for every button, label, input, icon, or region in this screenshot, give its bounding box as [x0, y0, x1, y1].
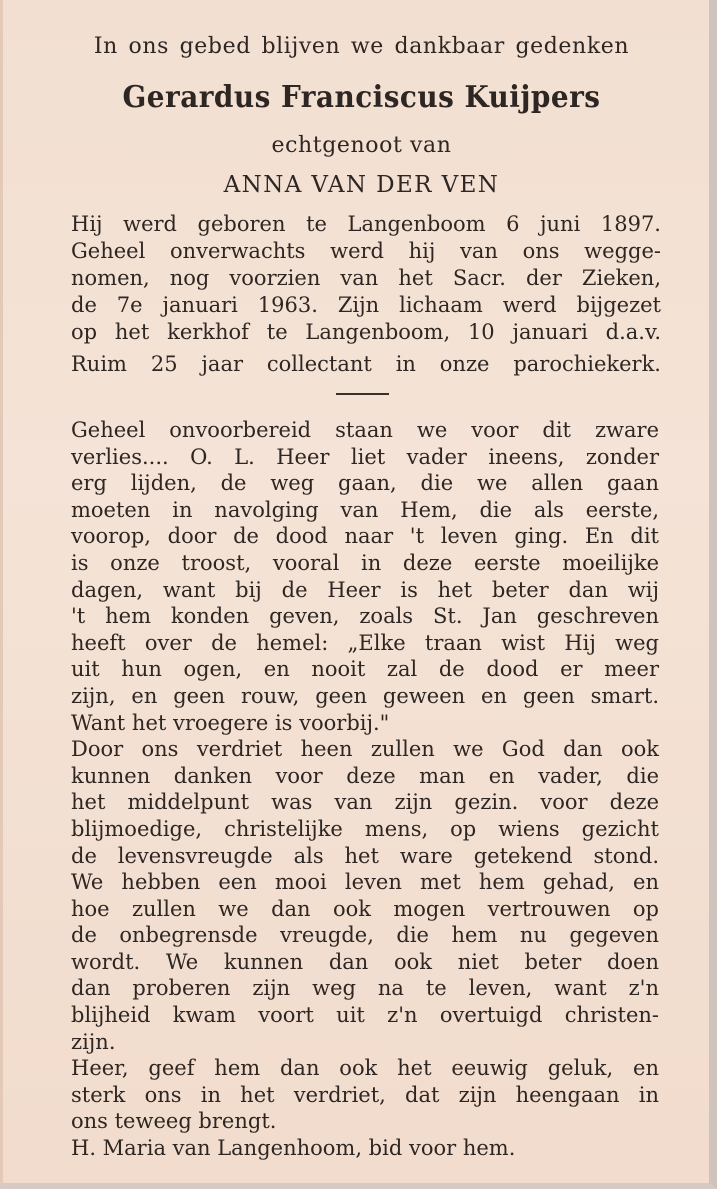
service-line: Ruim 25 jaar collectant in onze parochiekerk. — [71, 352, 661, 376]
deceased-name: Gerardus Franciscus Kuijpers — [122, 80, 601, 115]
spouse-name: ANNA VAN DER VEN — [223, 172, 500, 198]
intro-line: In ons gebed blijven we dankbaar gedenken — [93, 34, 630, 59]
text-line: de levensvreugde als het ware getekend stond. — [71, 843, 659, 868]
text-line: dagen, want bij de Heer is het beter dan wij — [71, 577, 659, 602]
text-line: dan proberen zijn weg na te leven, want z'n — [71, 976, 659, 1001]
divider — [336, 393, 389, 395]
text-line: voorop, door de dood naar 't leven ging. En dit — [71, 524, 659, 549]
relation-line: echtgenoot van — [271, 133, 452, 158]
text-line: We hebben een mooi leven met hem gehad, en — [71, 870, 659, 895]
text-line: verlies.... O. L. Heer liet vader ineens, zonder — [71, 444, 659, 469]
bio-line: nomen, nog voorzien van het Sacr. der Zieken, — [71, 266, 661, 290]
text-line: ons teweeg brengt. — [71, 1109, 277, 1134]
biography-paragraph — [71, 211, 661, 378]
prayer-line: H. Maria van Langenhoom, bid voor hem. — [71, 1136, 516, 1161]
text-line: Want het vroegere is voorbij." — [71, 710, 390, 735]
reflection-text — [71, 417, 659, 1162]
bio-line: Hij werd geboren te Langenboom 6 juni 1897. — [71, 212, 661, 236]
text-line: blijmoedige, christelijke mens, op wiens gezicht — [71, 816, 659, 841]
text-line: kunnen danken voor deze man en vader, die — [71, 763, 659, 788]
text-line: het middelpunt was van zijn gezin. voor deze — [71, 790, 659, 815]
text-line: sterk ons in het verdriet, dat zijn heengaan in — [71, 1082, 659, 1107]
text-line: zijn. — [71, 1029, 116, 1054]
text-line: erg lijden, de weg gaan, die we allen gaan — [71, 471, 659, 496]
bio-line: op het kerkhof te Langenboom, 10 januari d.a.v. — [71, 320, 661, 344]
bio-line: Geheel onverwachts werd hij van ons wegge- — [71, 239, 661, 263]
text-line: wordt. We kunnen dan ook niet beter doen — [71, 949, 659, 974]
text-line: de onbegrensde vreugde, die hem nu gegeven — [71, 923, 659, 948]
text-line: moeten in navolging van Hem, die als eerste, — [71, 497, 659, 522]
text-line: heeft over de hemel: „Elke traan wist Hij weg — [71, 630, 659, 655]
text-line: Door ons verdriet heen zullen we God dan ook — [71, 737, 659, 762]
text-line: uit hun ogen, en nooit zal de dood er meer — [71, 657, 659, 682]
text-line: Geheel onvoorbereid staan we voor dit zware — [71, 418, 659, 442]
bio-line: de 7e januari 1963. Zijn lichaam werd bijgezet — [71, 293, 661, 317]
text-line: is onze troost, vooral in deze eerste moeilijke — [71, 550, 659, 575]
text-line: blijheid kwam voort uit z'n overtuigd christen- — [71, 1003, 659, 1028]
text-line: Heer, geef hem dan ook het eeuwig geluk, en — [71, 1056, 659, 1081]
text-line: zijn, en geen rouw, geen geween en geen smart. — [71, 683, 659, 708]
text-line: hoe zullen we dan ook mogen vertrouwen op — [71, 896, 659, 921]
text-line: 't hem konden geven, zoals St. Jan geschreven — [71, 604, 659, 629]
